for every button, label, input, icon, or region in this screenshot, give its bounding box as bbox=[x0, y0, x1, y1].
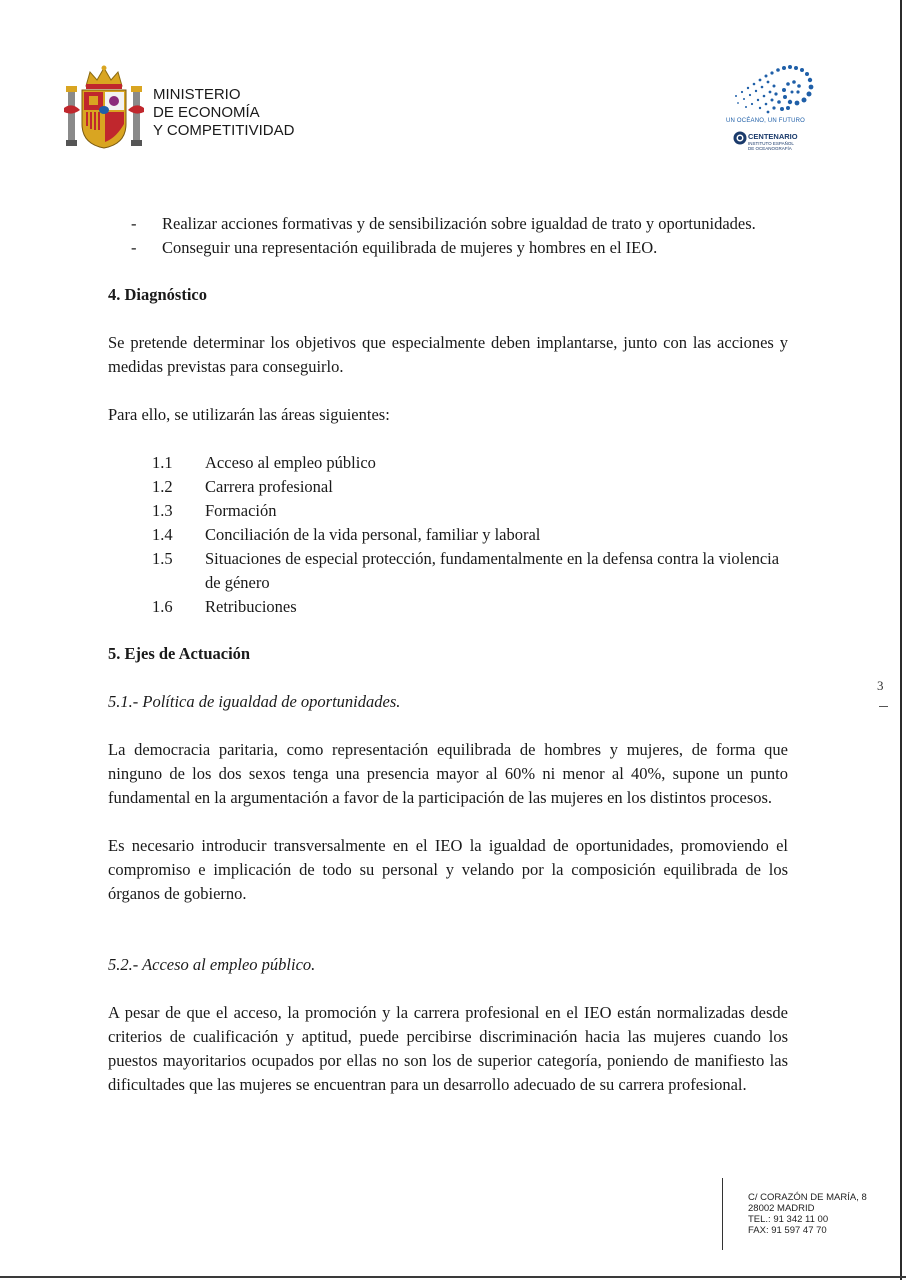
scan-edge-right bbox=[900, 0, 902, 1280]
list-item: - Realizar acciones formativas y de sensibilización sobre igualdad de trato y oportunidades. bbox=[131, 214, 756, 233]
address-fax: FAX: 91 597 47 70 bbox=[748, 1225, 827, 1236]
objectives-list bbox=[108, 212, 788, 260]
list-item bbox=[108, 451, 788, 475]
list-item bbox=[108, 547, 788, 595]
spain-coat-of-arms-icon bbox=[64, 64, 144, 150]
list-item bbox=[108, 499, 788, 523]
footer-address bbox=[748, 1192, 867, 1236]
ieo-text-block bbox=[726, 118, 805, 151]
section-heading: 5. Ejes de Actuación bbox=[108, 644, 251, 663]
ieo-institute-line: INSTITUTO ESPAÑOL bbox=[748, 141, 794, 146]
address-city: 28002 MADRID bbox=[748, 1203, 815, 1214]
ieo-slogan: UN OCÉANO, UN FUTURO bbox=[726, 118, 805, 124]
list-item bbox=[108, 523, 788, 547]
ieo-logo bbox=[718, 62, 818, 162]
item-text: Formación bbox=[205, 501, 277, 520]
scan-edge-bottom bbox=[0, 1276, 906, 1278]
item-number: 1.6 bbox=[152, 597, 173, 616]
ministry-line: DE ECONOMÍA bbox=[153, 104, 260, 121]
list-item: - Conseguir una representación equilibrada de mujeres y hombres en el IEO. bbox=[131, 238, 658, 257]
document-body bbox=[108, 212, 788, 1097]
paragraph: Para ello, se utilizarán las áreas siguientes: bbox=[108, 405, 390, 424]
address-tel: TEL.: 91 342 11 00 bbox=[748, 1214, 829, 1225]
page-number-rule bbox=[879, 706, 888, 707]
section-heading: 4. Diagnóstico bbox=[108, 285, 207, 304]
page-number: 3 bbox=[877, 678, 884, 693]
ministry-name bbox=[153, 86, 294, 140]
ieo-institute-line: DE OCEANOGRAFÍA bbox=[748, 146, 792, 151]
item-text: Acceso al empleo público bbox=[205, 453, 376, 472]
item-text: Carrera profesional bbox=[205, 477, 333, 496]
item-number: 1.2 bbox=[152, 477, 173, 496]
list-item-text: Conseguir una representación equilibrada de mujeres y hombres en el IEO. bbox=[162, 238, 658, 257]
paragraph: Se pretende determinar los objetivos que especialmente deben implantarse, junto con las acciones y medidas previstas para conseguirlo. bbox=[108, 333, 788, 376]
subsection-heading: 5.1.- Política de igualdad de oportunidades. bbox=[108, 692, 401, 711]
item-text: Retribuciones bbox=[205, 597, 297, 616]
ministry-line: Y COMPETITIVIDAD bbox=[153, 122, 295, 139]
ieo-institute bbox=[748, 141, 794, 151]
subsection-heading: 5.2.- Acceso al empleo público. bbox=[108, 955, 316, 974]
ieo-centenario: CENTENARIO bbox=[748, 132, 798, 141]
wave-dots-icon bbox=[724, 62, 816, 120]
list-item-text: Realizar acciones formativas y de sensibilización sobre igualdad de trato y oportunidades. bbox=[162, 214, 756, 233]
address-street: C/ CORAZÓN DE MARÍA, 8 bbox=[748, 1192, 867, 1203]
item-number: 1.1 bbox=[152, 453, 173, 472]
ministry-header bbox=[64, 64, 324, 154]
areas-list bbox=[108, 451, 788, 619]
list-item bbox=[108, 595, 788, 619]
paragraph: Es necesario introducir transversalmente en el IEO la igualdad de oportunidades, promoviendo el compromiso e implicación de todo su personal y velando por la composición equilibrada de los órganos de gobierno. bbox=[108, 836, 788, 903]
list-item bbox=[108, 475, 788, 499]
paragraph: La democracia paritaria, como representación equilibrada de hombres y mujeres, de forma que ninguno de los dos sexos tenga una presencia mayor al 60% ni menor al 40%, supone un punto fundamental en la argumentación a favor de la participación de las mujeres en los distintos procesos. bbox=[108, 740, 788, 807]
item-text: Situaciones de especial protección, fundamentalmente en la defensa contra la violencia de género bbox=[205, 549, 780, 592]
paragraph: A pesar de que el acceso, la promoción y la carrera profesional en el IEO están normalizadas desde criterios de cualificación y aptitud, puede percibirse discriminación hacia las mujeres cuando los puestos mayoritarios ocupados por ellas no son los de superior categoría, poniendo de manifiesto las dificultades que las mujeres se encuentran para un desarrollo adecuado de su carrera profesional. bbox=[108, 1003, 788, 1094]
item-text: Conciliación de la vida personal, familiar y laboral bbox=[205, 525, 541, 544]
ministry-line: MINISTERIO bbox=[153, 86, 241, 103]
item-number: 1.4 bbox=[152, 525, 173, 544]
address-divider bbox=[722, 1178, 723, 1250]
item-number: 1.5 bbox=[152, 549, 173, 568]
item-number: 1.3 bbox=[152, 501, 173, 520]
ieo-emblem-icon bbox=[733, 131, 747, 145]
